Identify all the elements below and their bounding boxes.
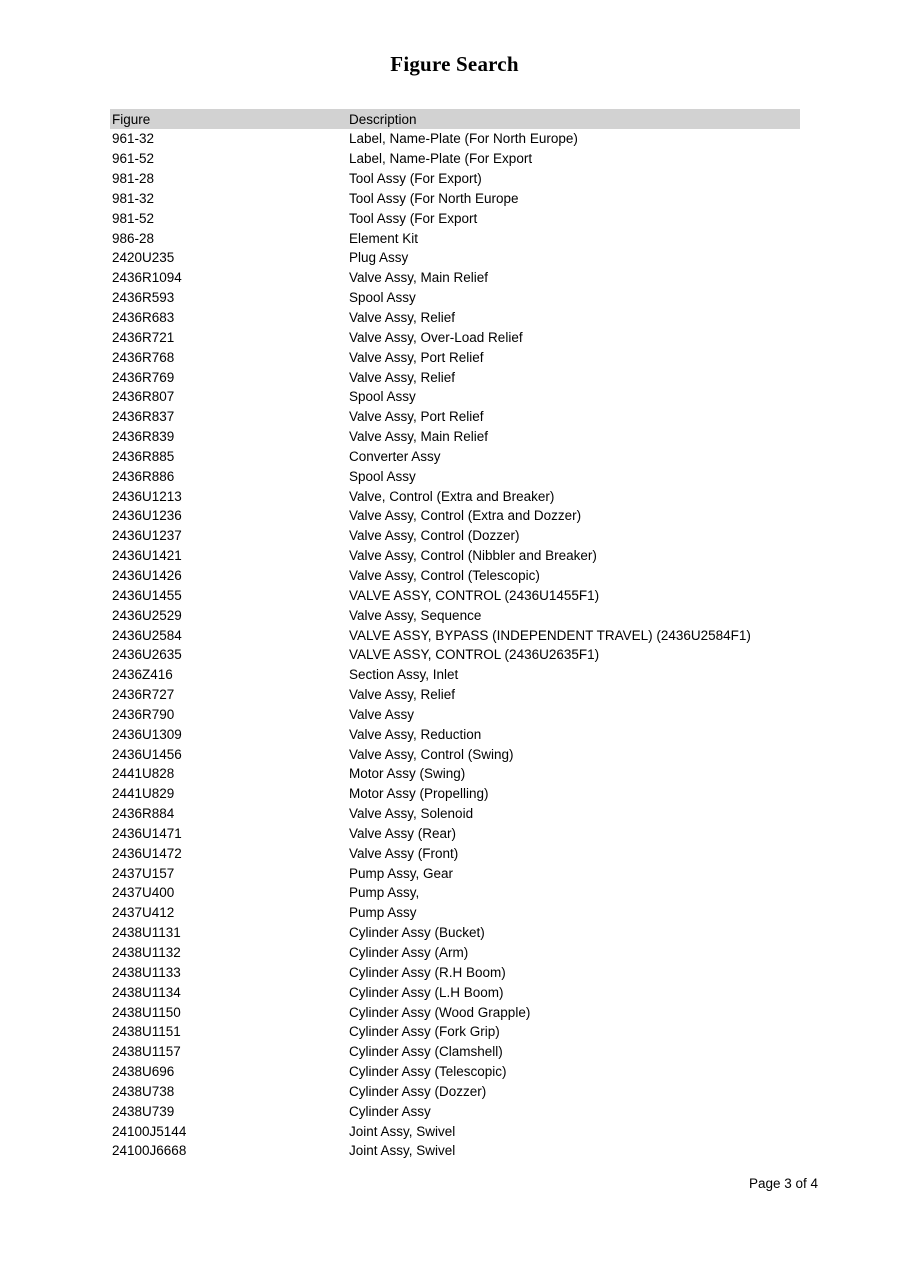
- figure-cell: 961-52: [112, 151, 155, 167]
- table-row: [110, 883, 800, 903]
- description-cell: Valve Assy, Over-Load Relief: [349, 329, 523, 345]
- figure-cell: 2436R721: [112, 329, 175, 345]
- figure-cell: 2438U739: [112, 1103, 175, 1119]
- figure-cell: 2436U1455: [112, 587, 182, 603]
- description-cell: Label, Name-Plate (For North Europe): [349, 131, 578, 147]
- description-cell: Element Kit: [349, 230, 419, 246]
- table-row: [110, 724, 800, 744]
- figure-cell: 2436U1309: [112, 726, 182, 742]
- description-cell: Cylinder Assy (Bucket): [349, 925, 485, 941]
- description-cell: VALVE ASSY, CONTROL (2436U1455F1): [349, 587, 600, 603]
- description-cell: Valve Assy, Port Relief: [349, 409, 484, 425]
- table-row: [110, 824, 800, 844]
- figure-cell: 2437U412: [112, 905, 175, 921]
- description-cell: Cylinder Assy: [349, 1103, 431, 1119]
- table-row: [110, 605, 800, 625]
- table-row: [110, 466, 800, 486]
- table-row: [110, 308, 800, 328]
- table-row: [110, 268, 800, 288]
- figure-cell: 2436U1236: [112, 508, 182, 524]
- table-row: [110, 804, 800, 824]
- description-cell: Valve Assy, Relief: [349, 310, 456, 326]
- figure-cell: 2436R807: [112, 389, 175, 405]
- description-cell: Pump Assy: [349, 905, 417, 921]
- table-row: [110, 387, 800, 407]
- table-header-row: [110, 109, 800, 129]
- figure-cell: 2438U1134: [112, 984, 181, 1000]
- description-cell: Pump Assy,: [349, 885, 420, 901]
- table-row: [110, 982, 800, 1002]
- figure-cell: 24100J6668: [112, 1143, 187, 1159]
- description-cell: Motor Assy (Propelling): [349, 786, 489, 802]
- description-cell: Joint Assy, Swivel: [349, 1123, 456, 1139]
- table-row: [110, 903, 800, 923]
- description-cell: Tool Assy (For North Europe: [349, 190, 519, 206]
- table-row: [110, 585, 800, 605]
- figure-cell: 2436U2584: [112, 627, 182, 643]
- figure-cell: 2438U1132: [112, 945, 181, 961]
- figure-cell: 961-32: [112, 131, 155, 147]
- table-row: [110, 1101, 800, 1121]
- table-row: [110, 169, 800, 189]
- table-row: [110, 1042, 800, 1062]
- description-cell: Valve Assy: [349, 706, 415, 722]
- figure-cell: 2438U1157: [112, 1044, 181, 1060]
- table-row: [110, 1141, 800, 1161]
- table-row: [110, 486, 800, 506]
- table-row: [110, 407, 800, 427]
- table-row: [110, 129, 800, 149]
- description-cell: Cylinder Assy (Clamshell): [349, 1044, 503, 1060]
- description-cell: VALVE ASSY, CONTROL (2436U2635F1): [349, 647, 600, 663]
- description-cell: Valve Assy, Sequence: [349, 607, 482, 623]
- figure-cell: 2436R727: [112, 687, 175, 703]
- table-row: [110, 228, 800, 248]
- description-cell: Valve Assy, Control (Extra and Dozzer): [349, 508, 582, 524]
- table-row: [110, 863, 800, 883]
- table-row: [110, 923, 800, 943]
- figure-cell: 2436R768: [112, 349, 175, 365]
- figure-cell: 2438U696: [112, 1064, 175, 1080]
- figure-cell: 981-32: [112, 190, 155, 206]
- description-cell: Valve, Control (Extra and Breaker): [349, 488, 555, 504]
- description-cell: Tool Assy (For Export: [349, 210, 478, 226]
- table-row: [110, 427, 800, 447]
- figure-table: [110, 109, 800, 1161]
- figure-cell: 2436R593: [112, 290, 175, 306]
- description-cell: Valve Assy (Front): [349, 845, 459, 861]
- description-cell: Cylinder Assy (Arm): [349, 945, 469, 961]
- figure-cell: 2436R683: [112, 310, 175, 326]
- figure-cell: 2438U1133: [112, 964, 181, 980]
- column-header-description: Description: [349, 111, 417, 127]
- description-cell: Cylinder Assy (Dozzer): [349, 1083, 487, 1099]
- table-row: [110, 784, 800, 804]
- figure-cell: 2436U1426: [112, 567, 182, 583]
- description-cell: Valve Assy, Solenoid: [349, 806, 474, 822]
- table-row: [110, 744, 800, 764]
- figure-cell: 2436R837: [112, 409, 175, 425]
- figure-cell: 2436U1472: [112, 845, 182, 861]
- description-cell: Spool Assy: [349, 290, 416, 306]
- description-cell: Joint Assy, Swivel: [349, 1143, 456, 1159]
- description-cell: Valve Assy, Main Relief: [349, 429, 489, 445]
- column-header-figure: Figure: [112, 111, 151, 127]
- description-cell: Valve Assy, Relief: [349, 687, 456, 703]
- table-row: [110, 962, 800, 982]
- description-cell: Valve Assy, Control (Nibbler and Breaker): [349, 548, 597, 564]
- description-cell: Cylinder Assy (Wood Grapple): [349, 1004, 531, 1020]
- table-row: [110, 506, 800, 526]
- description-cell: Valve Assy, Control (Dozzer): [349, 528, 520, 544]
- figure-cell: 2436R886: [112, 468, 175, 484]
- table-row: [110, 665, 800, 685]
- description-cell: Valve Assy, Reduction: [349, 726, 482, 742]
- figure-cell: 2436U1237: [112, 528, 182, 544]
- description-cell: Valve Assy, Relief: [349, 369, 456, 385]
- table-row: [110, 526, 800, 546]
- description-cell: Label, Name-Plate (For Export: [349, 151, 533, 167]
- table-row: [110, 546, 800, 566]
- description-cell: Cylinder Assy (Fork Grip): [349, 1024, 500, 1040]
- table-row: [110, 1022, 800, 1042]
- table-body: [110, 129, 800, 1161]
- table-row: [110, 447, 800, 467]
- table-row: [110, 347, 800, 367]
- figure-cell: 24100J5144: [112, 1123, 187, 1139]
- description-cell: Tool Assy (For Export): [349, 171, 482, 187]
- table-row: [110, 1082, 800, 1102]
- figure-cell: 2436U1213: [112, 488, 182, 504]
- description-cell: Valve Assy, Control (Swing): [349, 746, 514, 762]
- description-cell: VALVE ASSY, BYPASS (INDEPENDENT TRAVEL) (2436U2584F1): [349, 627, 751, 643]
- page-number: Page 3 of 4: [748, 1176, 818, 1191]
- table-row: [110, 704, 800, 724]
- table-row: [110, 149, 800, 169]
- table-row: [110, 248, 800, 268]
- table-row: [110, 566, 800, 586]
- table-row: [110, 1002, 800, 1022]
- figure-cell: 2436R769: [112, 369, 175, 385]
- table-row: [110, 189, 800, 209]
- figure-cell: 2436R1094: [112, 270, 182, 286]
- description-cell: Valve Assy, Control (Telescopic): [349, 567, 540, 583]
- description-cell: Plug Assy: [349, 250, 409, 266]
- table-row: [110, 208, 800, 228]
- figure-cell: 981-28: [112, 171, 155, 187]
- table-row: [110, 327, 800, 347]
- description-cell: Motor Assy (Swing): [349, 766, 466, 782]
- table-row: [110, 288, 800, 308]
- description-cell: Cylinder Assy (Telescopic): [349, 1064, 507, 1080]
- table-row: [110, 645, 800, 665]
- figure-cell: 2438U1150: [112, 1004, 181, 1020]
- description-cell: Valve Assy, Main Relief: [349, 270, 489, 286]
- figure-cell: 2441U828: [112, 766, 175, 782]
- table-row: [110, 1062, 800, 1082]
- description-cell: Spool Assy: [349, 468, 416, 484]
- figure-cell: 2438U1151: [112, 1024, 181, 1040]
- figure-cell: 2420U235: [112, 250, 175, 266]
- table-row: [110, 1121, 800, 1141]
- figure-cell: 2436R885: [112, 448, 175, 464]
- figure-cell: 2437U400: [112, 885, 175, 901]
- figure-cell: 2436U2635: [112, 647, 182, 663]
- figure-cell: 2436U2529: [112, 607, 182, 623]
- figure-cell: 2437U157: [112, 865, 175, 881]
- figure-cell: 2438U738: [112, 1083, 175, 1099]
- table-row: [110, 367, 800, 387]
- figure-cell: 2438U1131: [112, 925, 181, 941]
- description-cell: Cylinder Assy (R.H Boom): [349, 964, 506, 980]
- description-cell: Cylinder Assy (L.H Boom): [349, 984, 504, 1000]
- figure-cell: 2436R790: [112, 706, 175, 722]
- description-cell: Pump Assy, Gear: [349, 865, 454, 881]
- figure-cell: 2436U1421: [112, 548, 182, 564]
- figure-cell: 981-52: [112, 210, 155, 226]
- table-row: [110, 843, 800, 863]
- figure-cell: 2436U1471: [112, 825, 182, 841]
- description-cell: Valve Assy (Rear): [349, 825, 457, 841]
- figure-cell: 2436U1456: [112, 746, 182, 762]
- description-cell: Section Assy, Inlet: [349, 667, 459, 683]
- description-cell: Converter Assy: [349, 448, 441, 464]
- figure-cell: 2436R839: [112, 429, 175, 445]
- page-title: Figure Search: [390, 52, 519, 76]
- figure-cell: 2441U829: [112, 786, 175, 802]
- table-row: [110, 764, 800, 784]
- figure-cell: 2436R884: [112, 806, 175, 822]
- description-cell: Spool Assy: [349, 389, 416, 405]
- figure-cell: 2436Z416: [112, 667, 173, 683]
- description-cell: Valve Assy, Port Relief: [349, 349, 484, 365]
- table-row: [110, 685, 800, 705]
- table-row: [110, 625, 800, 645]
- figure-cell: 986-28: [112, 230, 155, 246]
- table-row: [110, 943, 800, 963]
